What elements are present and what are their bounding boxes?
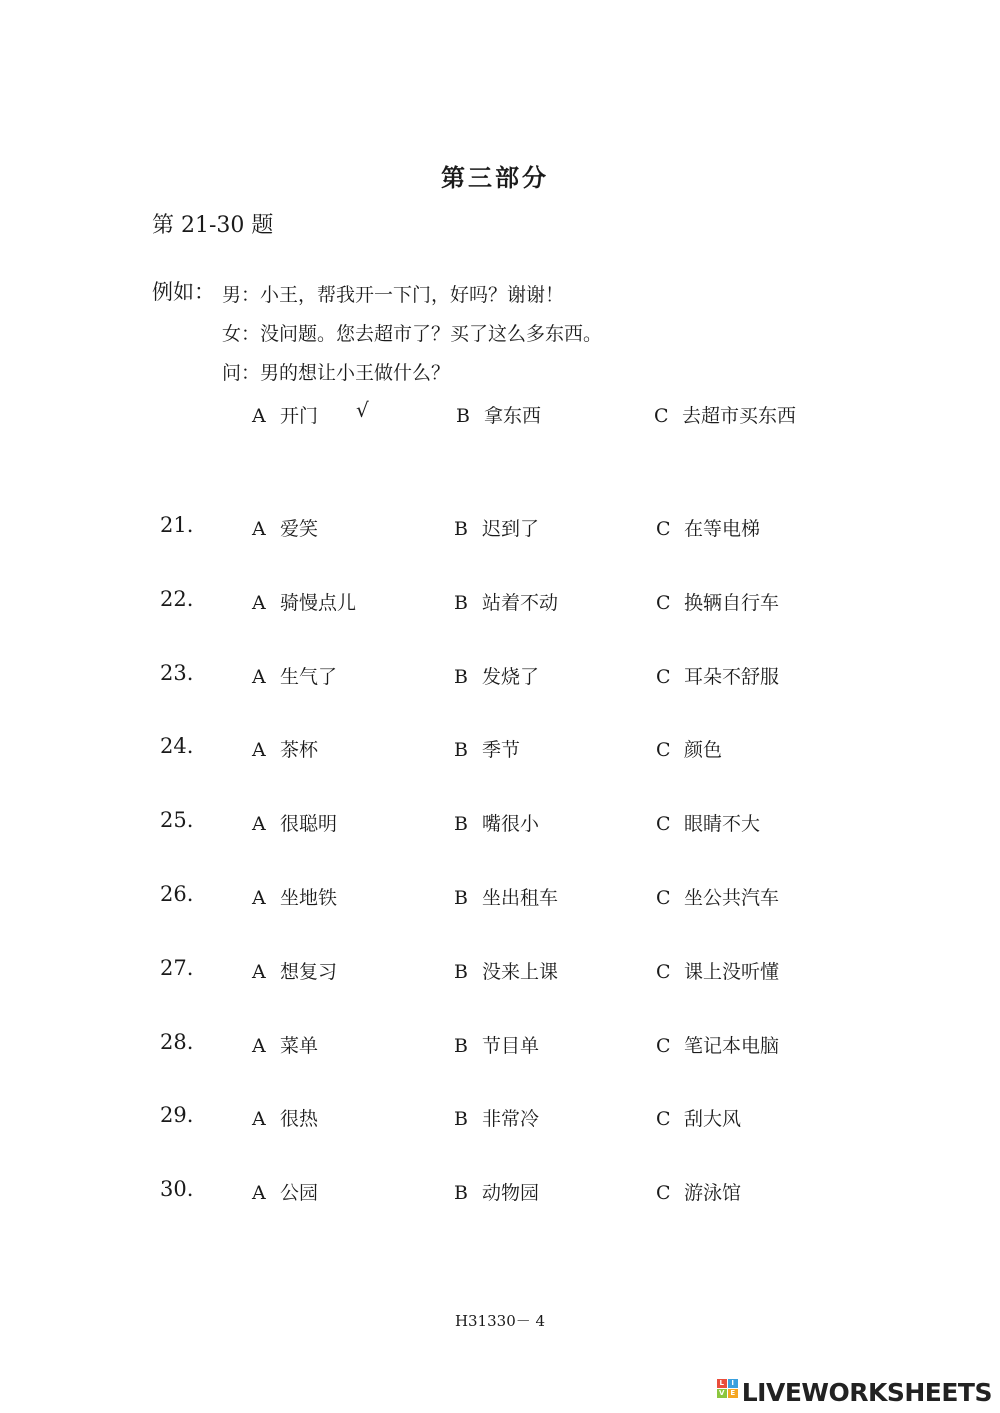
question-option-b[interactable]	[454, 1104, 539, 1131]
option-letter: C	[656, 1182, 671, 1204]
option-text: 在等电梯	[684, 518, 761, 540]
check-mark-icon: √	[356, 398, 369, 422]
option-text: 发烧了	[482, 666, 540, 688]
question-option-a[interactable]	[252, 588, 356, 615]
logo-mark-icon	[717, 1377, 739, 1407]
option-text: 菜单	[280, 1035, 319, 1057]
logo-text: LIVEWORKSHEETS	[741, 1377, 992, 1407]
question-number: 24.	[160, 734, 194, 758]
option-text: 课上没听懂	[684, 961, 780, 983]
option-text: 站着不动	[482, 592, 559, 614]
logo-mark-e: E	[728, 1389, 738, 1398]
question-option-c[interactable]	[656, 735, 722, 762]
option-letter: B	[454, 961, 468, 983]
option-text: 很热	[280, 1108, 319, 1130]
question-number: 25.	[160, 808, 194, 832]
question-option-a[interactable]	[252, 735, 318, 762]
option-letter: C	[656, 592, 671, 614]
option-text: 颜色	[684, 739, 723, 761]
option-letter: C	[656, 1035, 671, 1057]
question-option-a[interactable]	[252, 1031, 318, 1058]
question-option-b[interactable]	[454, 1031, 539, 1058]
question-option-c[interactable]	[656, 662, 779, 689]
question-option-b[interactable]	[454, 809, 539, 836]
option-letter: A	[252, 1035, 266, 1057]
option-text: 眼睛不大	[684, 813, 761, 835]
example-label: 例如：	[152, 280, 215, 304]
option-text: 迟到了	[482, 518, 540, 540]
question-option-c[interactable]	[656, 1031, 779, 1058]
question-number: 28.	[160, 1030, 194, 1054]
option-text: 坐公共汽车	[684, 887, 780, 909]
option-text: 生气了	[280, 666, 338, 688]
question-option-c[interactable]	[656, 1178, 741, 1205]
question-option-a[interactable]	[252, 1178, 318, 1205]
option-letter: A	[252, 1182, 266, 1204]
example-question: 问：男的想让小王做什么？	[222, 362, 451, 384]
option-text: 很聪明	[280, 813, 338, 835]
option-text: 坐地铁	[280, 887, 338, 909]
option-text: 节目单	[482, 1035, 540, 1057]
logo-mark-v: V	[717, 1389, 727, 1398]
option-letter: B	[454, 739, 468, 761]
question-option-a[interactable]	[252, 957, 337, 984]
option-text: 想复习	[280, 961, 338, 983]
option-letter: B	[454, 592, 468, 614]
option-text: 爱笑	[280, 518, 319, 540]
liveworksheets-logo	[717, 1376, 992, 1408]
option-text: 骑慢点儿	[280, 592, 357, 614]
option-text: 坐出租车	[482, 887, 559, 909]
question-option-b[interactable]	[454, 662, 539, 689]
option-text: 季节	[482, 739, 521, 761]
question-option-c[interactable]	[656, 883, 779, 910]
question-number: 26.	[160, 882, 194, 906]
logo-mark-l: L	[717, 1379, 727, 1388]
option-text: 游泳馆	[684, 1182, 742, 1204]
question-option-a[interactable]	[252, 809, 337, 836]
option-text: 刮大风	[684, 1108, 742, 1130]
question-option-c[interactable]	[656, 809, 760, 836]
question-number: 27.	[160, 956, 194, 980]
option-letter: C	[656, 666, 671, 688]
option-letter: B	[454, 813, 468, 835]
example-option-a: A 开门	[252, 405, 319, 427]
option-text: 笔记本电脑	[684, 1035, 780, 1057]
example-dialogue-man: 男：小王，帮我开一下门，好吗？谢谢！	[222, 284, 565, 306]
option-letter: C	[656, 961, 671, 983]
question-option-a[interactable]	[252, 883, 337, 910]
option-letter: A	[252, 739, 266, 761]
option-letter: A	[252, 518, 266, 540]
question-number: 22.	[160, 587, 194, 611]
option-letter: A	[252, 1108, 266, 1130]
option-letter: B	[454, 518, 468, 540]
option-letter: C	[656, 739, 671, 761]
option-text: 公园	[280, 1182, 319, 1204]
option-letter: B	[454, 1182, 468, 1204]
question-range: 第 21-30 题	[152, 213, 274, 238]
question-option-c[interactable]	[656, 957, 779, 984]
option-letter: A	[252, 592, 266, 614]
question-option-a[interactable]	[252, 662, 337, 689]
question-option-b[interactable]	[454, 1178, 539, 1205]
question-number: 23.	[160, 661, 194, 685]
question-number: 21.	[160, 513, 194, 537]
option-letter: A	[252, 961, 266, 983]
option-letter: C	[656, 1108, 671, 1130]
question-option-c[interactable]	[656, 588, 779, 615]
option-letter: C	[656, 518, 671, 540]
option-text: 茶杯	[280, 739, 319, 761]
option-letter: A	[252, 887, 266, 909]
option-letter: A	[252, 813, 266, 835]
page-footer: H31330－ 4	[454, 1312, 546, 1330]
option-text: 耳朵不舒服	[684, 666, 780, 688]
example-option-c: C 去超市买东西	[654, 405, 797, 427]
option-letter: B	[454, 887, 468, 909]
question-number: 30.	[160, 1177, 194, 1201]
question-option-a[interactable]	[252, 514, 318, 541]
question-option-c[interactable]	[656, 1104, 741, 1131]
option-text: 没来上课	[482, 961, 559, 983]
question-option-b[interactable]	[454, 883, 558, 910]
section-title: 第三部分	[441, 163, 549, 192]
option-letter: C	[656, 813, 671, 835]
question-number: 29.	[160, 1103, 194, 1127]
option-text: 嘴很小	[482, 813, 540, 835]
logo-mark-i: I	[728, 1379, 738, 1388]
option-text: 换辆自行车	[684, 592, 780, 614]
option-letter: B	[454, 1035, 468, 1057]
option-letter: B	[454, 1108, 468, 1130]
example-dialogue-woman: 女：没问题。您去超市了？买了这么多东西。	[222, 323, 603, 345]
example-option-b: B 拿东西	[456, 405, 542, 427]
question-option-b[interactable]	[454, 735, 520, 762]
question-option-b[interactable]	[454, 957, 558, 984]
option-text: 动物园	[482, 1182, 540, 1204]
option-text: 非常冷	[482, 1108, 540, 1130]
option-letter: A	[252, 666, 266, 688]
option-letter: C	[656, 887, 671, 909]
question-option-b[interactable]	[454, 588, 558, 615]
question-option-a[interactable]	[252, 1104, 318, 1131]
question-option-c[interactable]	[656, 514, 760, 541]
option-letter: B	[454, 666, 468, 688]
question-option-b[interactable]	[454, 514, 539, 541]
